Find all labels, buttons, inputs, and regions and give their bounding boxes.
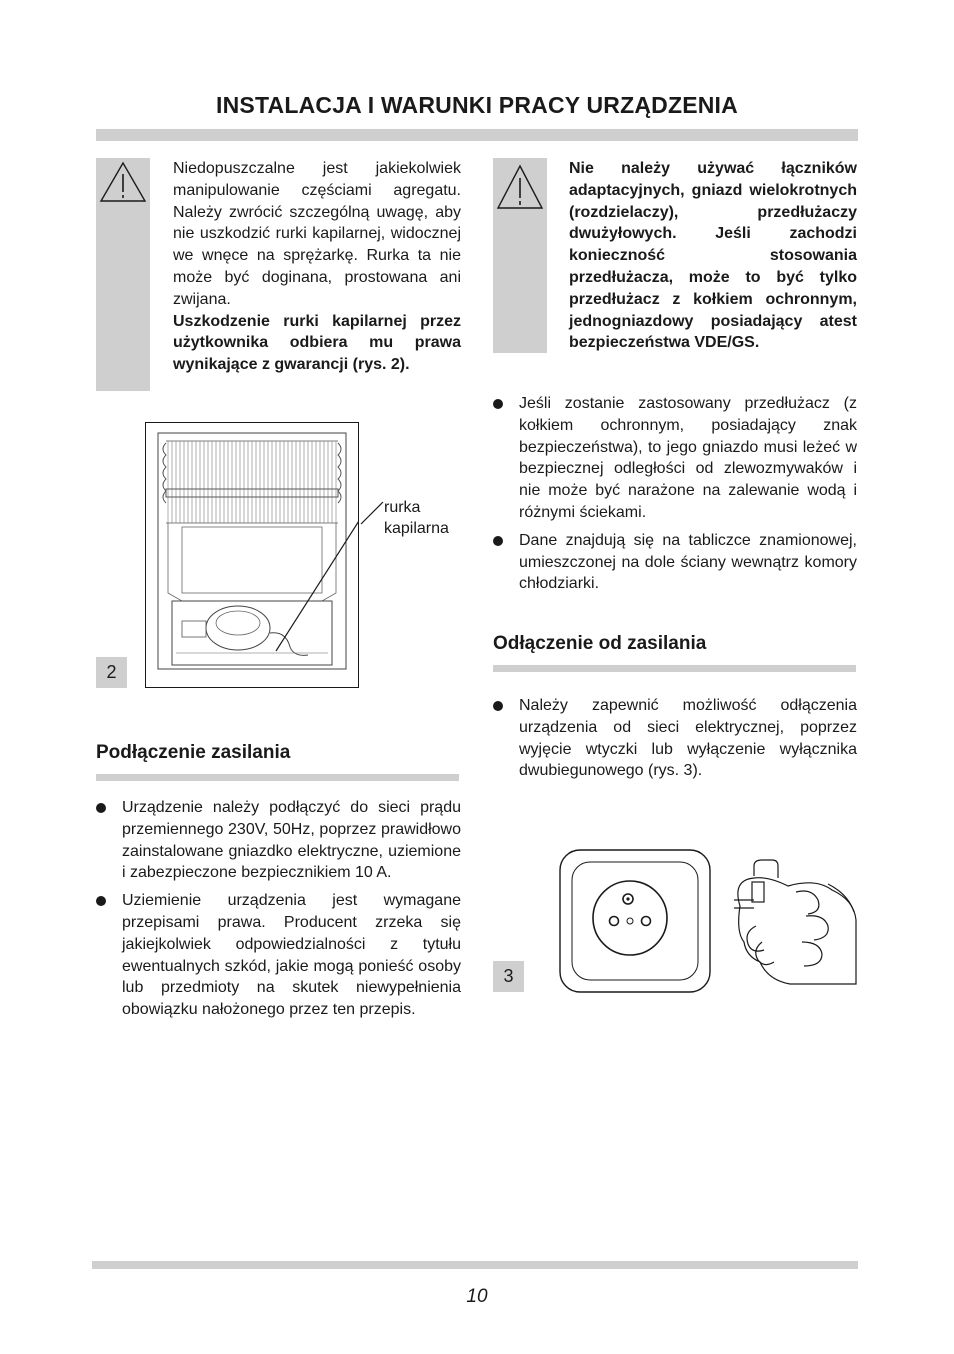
section-underline-power xyxy=(96,774,459,781)
bullet-dot xyxy=(96,803,106,813)
section-heading-power: Podłączenie zasilania xyxy=(96,742,291,763)
socket-and-plug-illustration xyxy=(558,846,858,996)
title-underline xyxy=(96,129,858,141)
bullet-text: Uziemienie urządzenia jest wymagane przepisami prawa. Producent zrzeka się jakiejkolwiek odpowiedzialności z tytułu ewentualnych szkód, jakie mogą ponieść osoby lub przedmioty na skutek niewypełnienia obowiązku nałożonego przez ten przepis. xyxy=(122,892,461,1019)
list-item xyxy=(493,393,857,524)
label-line-1: rurka xyxy=(384,499,421,516)
bullet-text: Należy zapewnić możliwość odłączenia urządzenia od sieci elektrycznej, poprzez wyjęcie wtyczki lub wyłączenie wyłącznika dwubiegunowego (rys. 3). xyxy=(519,697,857,780)
warning-box-left xyxy=(96,158,150,391)
bullet-text: Dane znajdują się na tabliczce znamionowej, umieszczonej na dole ściany wewnątrz komory chłodziarki. xyxy=(519,531,857,593)
figure-2-frame xyxy=(145,422,359,688)
section-heading-disconnect: Odłączenie od zasilania xyxy=(493,633,707,654)
bullet-text: Urządzenie należy podłączyć do sieci prądu przemiennego 230V, 50Hz, poprzez prawidłowo zainstalowane gniazdko elektryczne, uziemione i zabezpieczone bezpiecznikiem 10 A. xyxy=(122,799,461,882)
warning-right-bold: Nie należy używać łączników adaptacyjnych, gniazd wielokrotnych (rozdzielaczy), przedłużaczy dwużyłowych. Jeśli zachodzi konieczność stosowania przedłużacza, może to być tylko przedłużacz z kołkiem ochronnym, jednogniazdowy posiadający atest bezpieczeństwa VDE/GS. xyxy=(569,160,857,352)
warning-box-right xyxy=(493,158,547,353)
warning-left-normal: Niedopuszczalne jest jakiekolwiek manipulowanie częściami agregatu. Należy zwrócić szczególną uwagę, aby nie uszkodzić rurki kapilarnej, widocznej we wnęce na sprężarkę. Rurka ta nie może być doginana, prostowana ani zwijana. xyxy=(173,160,461,308)
footer-rule xyxy=(92,1261,858,1269)
list-item xyxy=(96,890,461,1021)
bullet-dot xyxy=(493,701,503,711)
list-item xyxy=(493,695,857,782)
figure-2-pointer xyxy=(355,500,385,526)
section-underline-disconnect xyxy=(493,665,856,672)
list-item xyxy=(96,797,461,884)
page-number: 10 xyxy=(466,1286,488,1307)
warning-text-left xyxy=(173,158,461,376)
extension-bullet-list xyxy=(493,393,857,601)
label-line-2: kapilarna xyxy=(384,520,449,537)
figure-3-number: 3 xyxy=(493,961,524,992)
disconnect-bullet-list xyxy=(493,695,857,788)
bullet-dot xyxy=(493,399,503,409)
figure-2-label xyxy=(384,497,449,539)
figure-2-number: 2 xyxy=(96,657,127,688)
list-item xyxy=(493,530,857,595)
bullet-text: Jeśli zostanie zastosowany przedłużacz (z kołkiem ochronnym, posiadający znak bezpieczeństwa), to jego gniazdo musi leżeć w bezpiecznej odległości od zlewozmywaków i nie może być narażone na zalewanie wodą i różnymi ściekami. xyxy=(519,395,857,521)
bullet-dot xyxy=(493,536,503,546)
power-bullet-list xyxy=(96,797,461,1027)
warning-triangle-icon xyxy=(98,160,148,204)
bullet-dot xyxy=(96,896,106,906)
refrigerator-back-diagram xyxy=(146,423,358,687)
warning-left-bold: Uszkodzenie rurki kapilarnej przez użytkownika odbiera mu prawa wynikające z gwarancji (rys. 2). xyxy=(173,312,461,374)
warning-triangle-icon xyxy=(495,160,545,212)
page-title: INSTALACJA I WARUNKI PRACY URZĄDZENIA xyxy=(216,92,738,118)
warning-text-right xyxy=(569,158,857,354)
